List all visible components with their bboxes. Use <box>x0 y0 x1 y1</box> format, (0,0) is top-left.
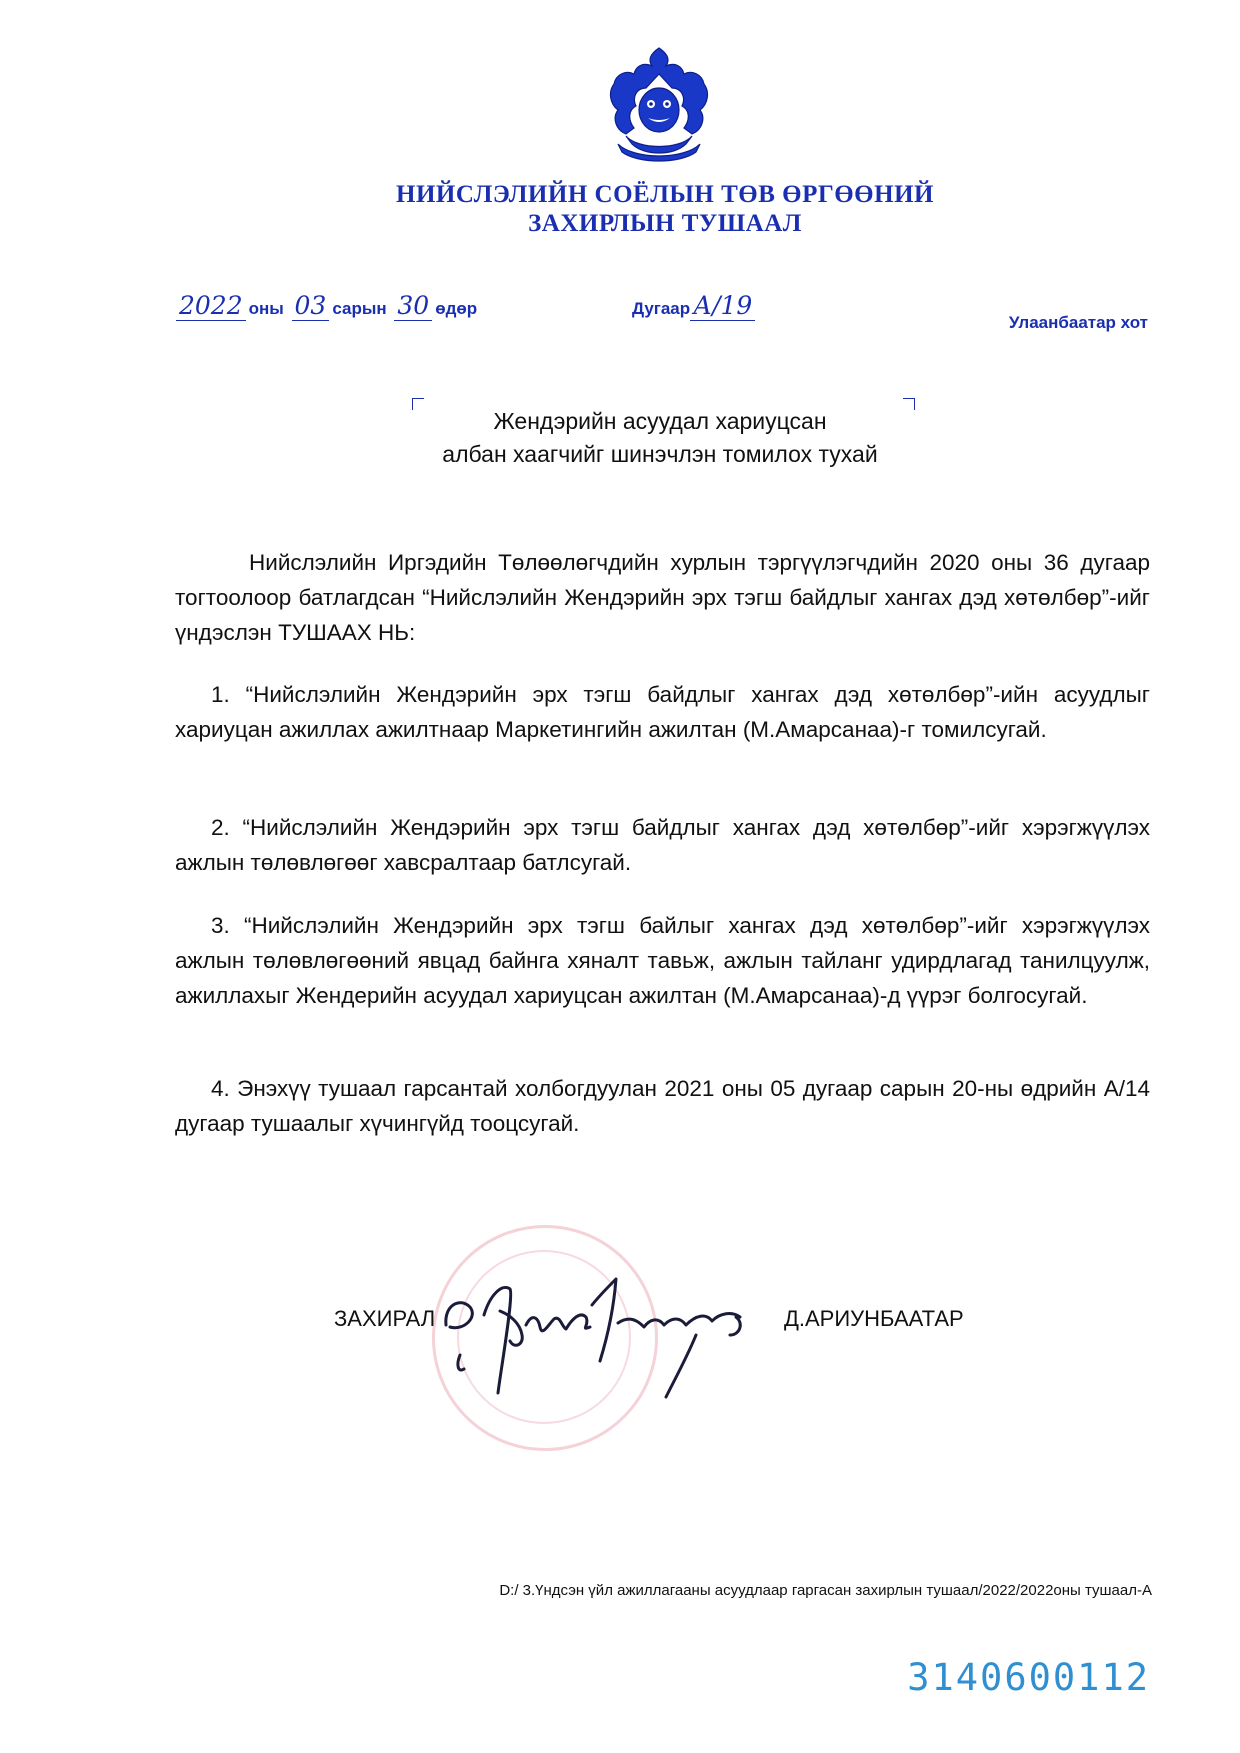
soyombo-emblem-icon <box>598 44 720 166</box>
order-item-2: 2. “Нийслэлийн Жендэрийн эрх тэгш байдлыг хангах дэд хөтөлбөр”-ийг хэрэгжүүлэх ажлын төлөвлөгөөг хавсралтаар батлсугай. <box>175 815 1150 875</box>
org-title-line1: НИЙСЛЭЛИЙН СОЁЛЫН ТӨВ ӨРГӨӨНИЙ <box>396 181 934 208</box>
order-item-3: 3. “Нийслэлийн Жендэрийн эрх тэгш байлыг хангах дэд хөтөлбөр”-ийг хэрэгжүүлэх ажлын төлөвлөгөөний явцад байнга хяналт тавьж, ажлын тайланг удирдлагад танилцуулж, ажиллахыг Жендерийн асуудал хариуцсан ажилтан (М.Амарсанаа)-д үүрэг болгосугай. <box>175 913 1150 1008</box>
org-title-line2: ЗАХИРЛЫН ТУШААЛ <box>528 210 802 237</box>
handwritten-signature <box>440 1265 770 1405</box>
subject-line1: Жендэрийн асуудал хариуцсан <box>493 408 827 434</box>
number-label: Дугаар <box>632 299 691 318</box>
month-handwritten: 03 <box>292 292 330 321</box>
document-serial-number: 3140600112 <box>907 1656 1150 1699</box>
day-handwritten: 30 <box>394 292 432 321</box>
director-name: Д.АРИУНБААТАР <box>784 1306 964 1331</box>
file-path-note: D:/ 3.Үндсэн үйл ажиллагааны асуудлаар гаргасан захирлын тушаал/2022/2022оны тушаал-А <box>499 1582 1152 1599</box>
year-handwritten: 2022 <box>176 292 246 321</box>
order-item-4: 4. Энэхүү тушаал гарсантай холбогдуулан 2021 оны 05 дугаар сарын 20-ны өдрийн А/14 дугаар тушаалыг хүчингүйд тооцсугай. <box>175 1076 1150 1136</box>
director-title: ЗАХИРАЛ <box>334 1306 436 1331</box>
word-day: өдөр <box>435 299 478 318</box>
subject <box>360 405 960 471</box>
city: Улаанбаатар хот <box>1008 313 1148 332</box>
order-number <box>632 292 755 321</box>
intro-paragraph: Нийслэлийн Иргэдийн Төлөөлөгчдийн хурлын тэргүүлэгчдийн 2020 оны 36 дугаар тогтоолоор батлагдсан “Нийслэлийн Жендэрийн эрх тэгш байдлыг хангах дэд хөтөлбөр”-ийг үндэслэн ТУШААХ НЬ: <box>175 550 1150 645</box>
subject-line2: албан хаагчийг шинэчлэн томилох тухай <box>442 441 878 467</box>
word-month: сарын <box>332 299 387 318</box>
word-year: оны <box>248 299 284 318</box>
number-handwritten: А/19 <box>690 292 755 321</box>
order-item-1: 1. “Нийслэлийн Жендэрийн эрх тэгш байдлыг хангах дэд хөтөлбөр”-ийн асуудлыг хариуцан ажиллах ажилтнаар Маркетингийн ажилтан (М.Амарсанаа)-г томилсугай. <box>175 682 1150 742</box>
org-title <box>0 180 1240 238</box>
date-line <box>176 292 480 321</box>
